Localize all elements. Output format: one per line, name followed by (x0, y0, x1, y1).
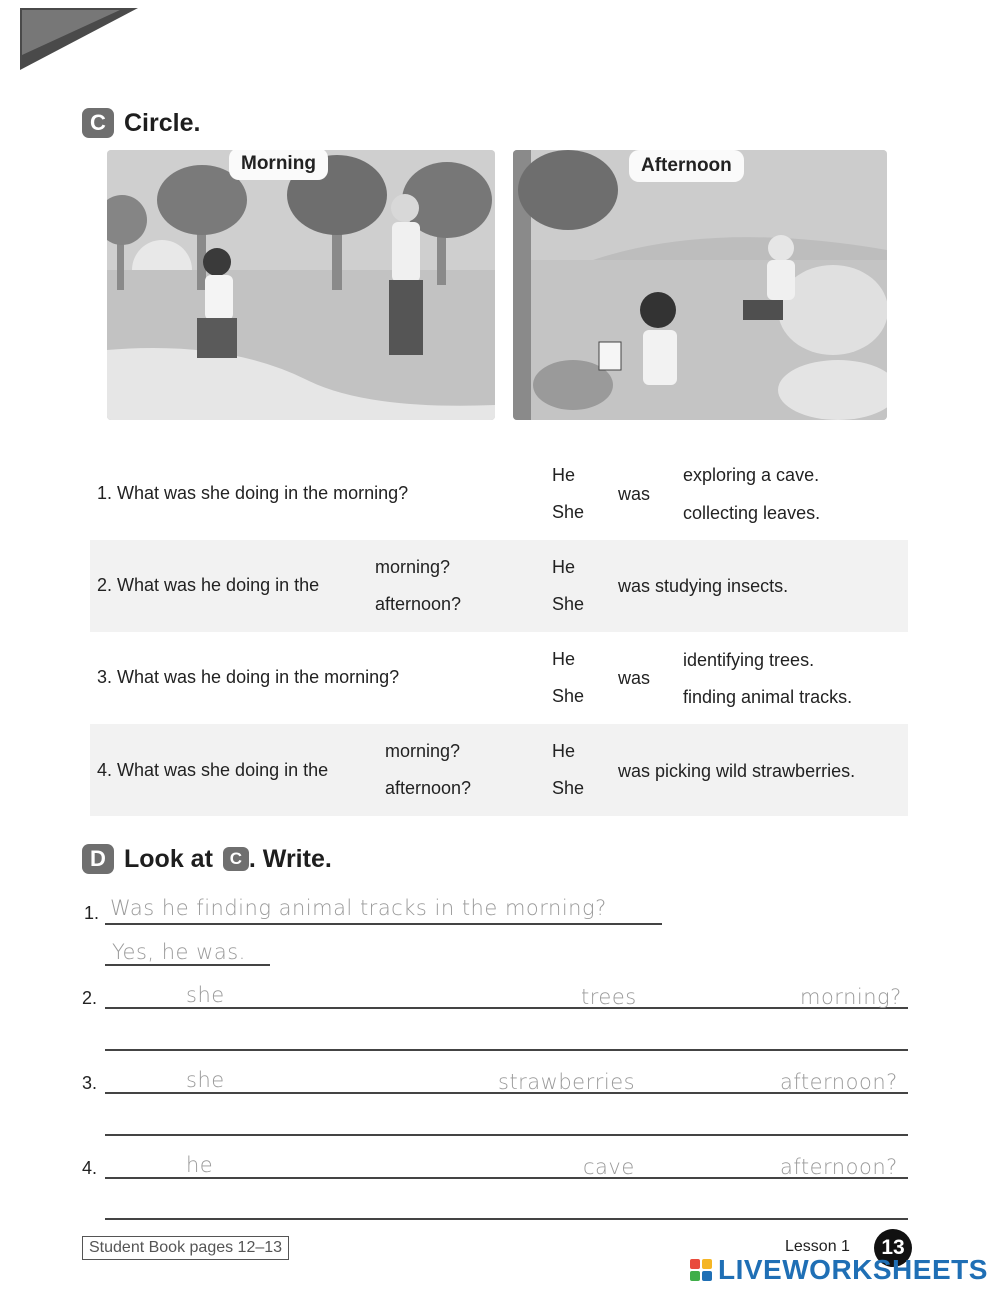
write-2-hint-time: morning? (800, 985, 902, 1009)
section-d-title-prefix: Look at (124, 844, 213, 873)
section-d-badge: D (82, 844, 114, 874)
row-1-verb: was (618, 484, 651, 504)
section-c-title (82, 108, 200, 138)
row-2-time-morning[interactable]: morning? (375, 557, 451, 577)
write-1-answer: Yes, he was. (112, 940, 246, 964)
write-3-number: 3. (82, 1073, 98, 1093)
section-c-title-text: Circle. (124, 108, 201, 137)
row-2-subject-she[interactable]: She (552, 594, 585, 614)
row-3-answer-b[interactable]: finding animal tracks. (683, 687, 853, 707)
write-1-line (105, 923, 662, 925)
write-3-answer-line[interactable] (105, 1134, 908, 1136)
row-3-subject-she[interactable]: She (552, 686, 585, 706)
row-4-subject-he[interactable]: He (552, 741, 576, 761)
row-1-subject-he[interactable]: He (552, 465, 576, 485)
afternoon-label: Afternoon (629, 150, 744, 182)
write-2-answer-line[interactable] (105, 1049, 908, 1051)
write-2-hint-subject: she (186, 983, 225, 1007)
write-4-hint-time: afternoon? (780, 1155, 898, 1179)
section-d-title (82, 844, 332, 874)
write-1-number: 1. (84, 903, 100, 923)
morning-scene (107, 150, 495, 420)
write-4-answer-line[interactable] (105, 1218, 908, 1220)
question-1: 1. What was she doing in the morning? (97, 483, 409, 503)
afternoon-scene (513, 150, 887, 420)
question-4: 4. What was she doing in the (97, 760, 329, 780)
write-1-answer-line (105, 964, 270, 966)
liveworksheets-brand-text: LIVEWORKSHEETS (718, 1254, 988, 1285)
row-4-subject-she[interactable]: She (552, 778, 585, 798)
afternoon-illustration (513, 150, 887, 420)
liveworksheets-logo-icon (690, 1259, 712, 1281)
corner-decoration (0, 0, 140, 72)
row-3-verb: was (618, 668, 651, 688)
write-4-hint-object: cave (583, 1155, 635, 1179)
section-d-ref-badge: C (223, 847, 249, 871)
write-3-hint-subject: she (186, 1068, 225, 1092)
page-number: 13 (874, 1229, 912, 1267)
write-3-hint-object: strawberries (498, 1070, 636, 1094)
row-3-answer-a[interactable]: identifying trees. (683, 650, 815, 670)
lesson-label: Lesson 1 (785, 1238, 850, 1255)
row-2-time-afternoon[interactable]: afternoon? (375, 594, 462, 614)
section-d-title-suffix: . Write. (248, 844, 332, 873)
liveworksheets-brand[interactable] (690, 1254, 988, 1286)
question-2: 2. What was he doing in the (97, 575, 320, 595)
row-4-answer: was picking wild strawberries. (618, 761, 856, 781)
write-4-hint-subject: he (186, 1153, 214, 1177)
row-1-answer-b[interactable]: collecting leaves. (683, 503, 821, 523)
question-3: 3. What was he doing in the morning? (97, 667, 400, 687)
morning-label: Morning (229, 150, 328, 180)
section-c-badge: C (82, 108, 114, 138)
write-2-number: 2. (82, 988, 98, 1008)
write-2-hint-object: trees (581, 985, 637, 1009)
row-3-subject-he[interactable]: He (552, 649, 576, 669)
morning-illustration (107, 150, 495, 420)
write-4-number: 4. (82, 1158, 98, 1178)
write-1-question: Was he finding animal tracks in the morning? (110, 896, 607, 920)
row-2-subject-he[interactable]: He (552, 557, 576, 577)
student-book-reference: Student Book pages 12–13 (82, 1236, 289, 1260)
write-3-hint-time: afternoon? (780, 1070, 898, 1094)
row-4-time-morning[interactable]: morning? (385, 741, 461, 761)
write-2-line[interactable] (105, 1007, 908, 1009)
row-1-answer-a[interactable]: exploring a cave. (683, 465, 820, 485)
row-2-answer: was studying insects. (618, 576, 789, 596)
row-1-subject-she[interactable]: She (552, 502, 585, 522)
row-4-time-afternoon[interactable]: afternoon? (385, 778, 472, 798)
